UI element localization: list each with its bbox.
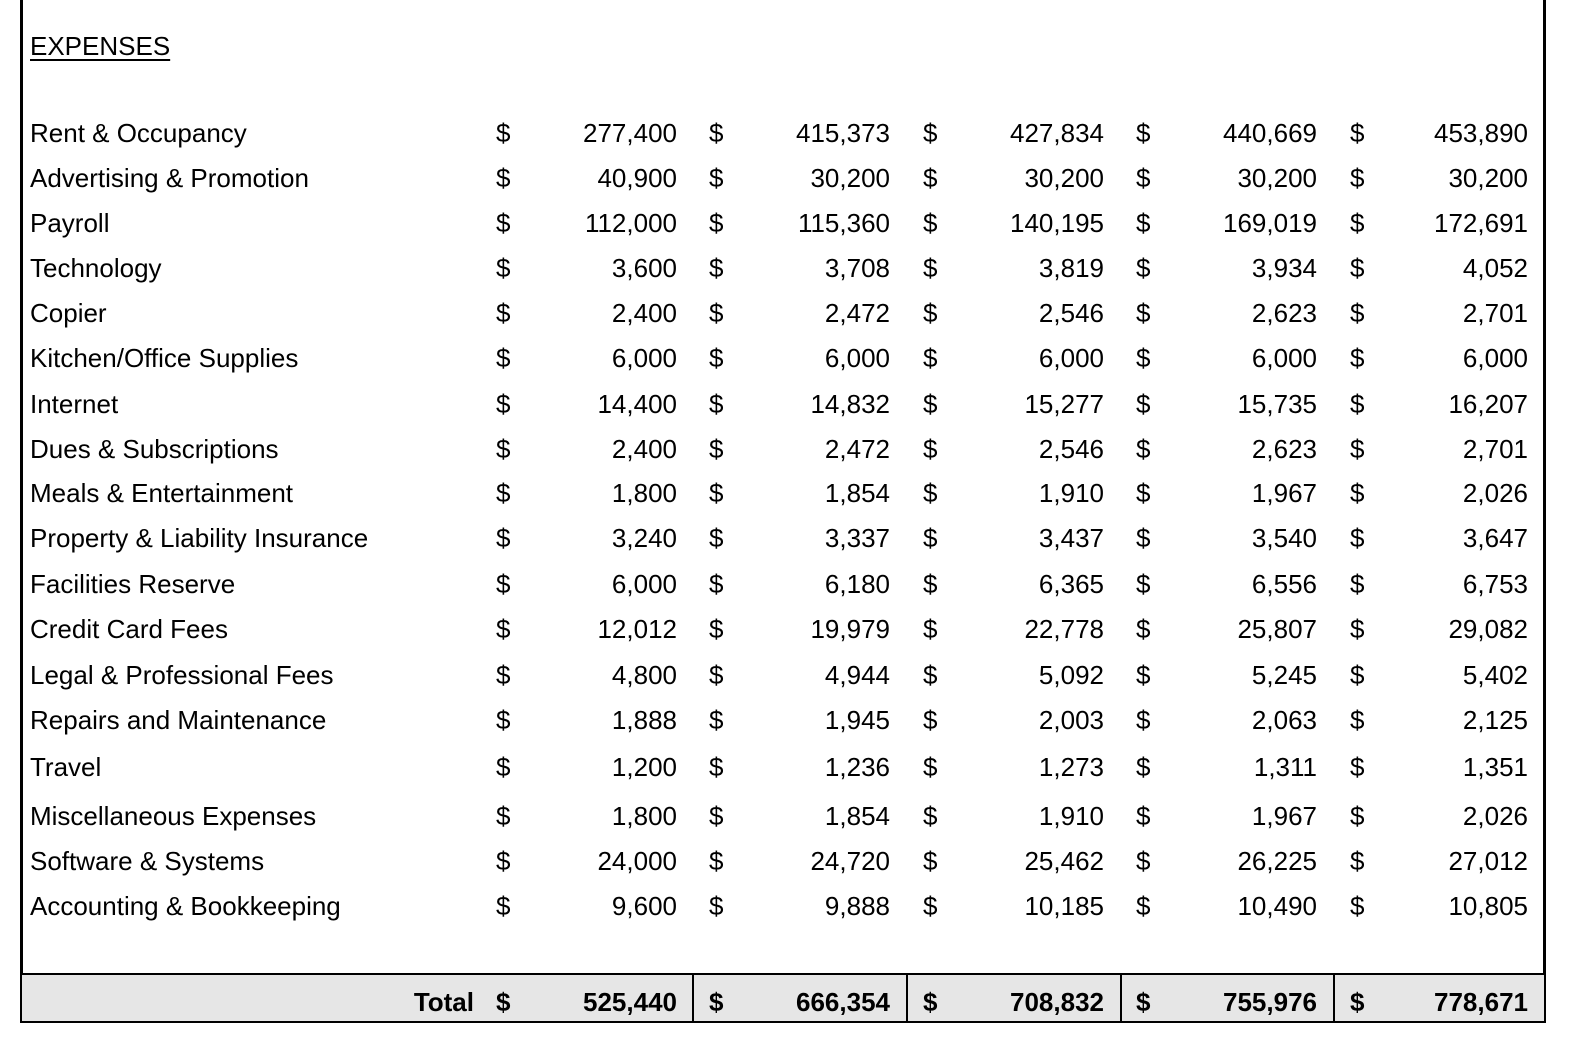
currency-symbol: $ (496, 163, 511, 193)
row-label: Technology (30, 253, 162, 283)
currency-symbol: $ (1350, 846, 1365, 876)
currency-symbol: $ (709, 752, 724, 782)
table-row (0, 800, 1592, 832)
total-value: 525,440 (583, 987, 677, 1017)
expense-value: 6,000 (1462, 343, 1528, 373)
expense-value: 3,934 (1251, 253, 1317, 283)
currency-symbol: $ (923, 389, 938, 419)
currency-symbol: $ (496, 801, 511, 831)
expense-value: 30,200 (1237, 163, 1317, 193)
currency-symbol: $ (496, 389, 511, 419)
expense-value: 9,888 (824, 891, 890, 921)
row-label: Legal & Professional Fees (30, 660, 334, 690)
expense-value: 6,000 (611, 569, 677, 599)
currency-symbol: $ (923, 434, 938, 464)
currency-symbol: $ (923, 478, 938, 508)
expense-value: 6,556 (1251, 569, 1317, 599)
expense-value: 2,400 (611, 298, 677, 328)
expense-value: 6,000 (1251, 343, 1317, 373)
expense-value: 4,800 (611, 660, 677, 690)
expense-value: 40,900 (597, 163, 677, 193)
table-row (0, 704, 1592, 736)
expense-value: 2,026 (1462, 478, 1528, 508)
currency-symbol: $ (923, 569, 938, 599)
expense-value: 1,800 (611, 478, 677, 508)
expense-value: 24,720 (810, 846, 890, 876)
currency-symbol: $ (923, 801, 938, 831)
currency-symbol: $ (1136, 478, 1151, 508)
table-row (0, 568, 1592, 600)
currency-symbol: $ (709, 343, 724, 373)
currency-symbol: $ (496, 891, 511, 921)
expense-value: 25,807 (1237, 614, 1317, 644)
table-row (0, 297, 1592, 329)
expense-value: 16,207 (1448, 389, 1528, 419)
currency-symbol: $ (709, 118, 724, 148)
currency-symbol: $ (709, 208, 724, 238)
expense-value: 15,735 (1237, 389, 1317, 419)
expense-value: 3,240 (611, 523, 677, 553)
expense-value: 2,623 (1251, 434, 1317, 464)
currency-symbol: $ (1350, 434, 1365, 464)
expense-value: 453,890 (1434, 118, 1528, 148)
currency-symbol: $ (1136, 705, 1151, 735)
table-row (0, 388, 1592, 420)
currency-symbol: $ (496, 569, 511, 599)
table-row (0, 207, 1592, 239)
table-row (0, 845, 1592, 877)
currency-symbol: $ (923, 523, 938, 553)
currency-symbol: $ (496, 298, 511, 328)
expense-value: 6,753 (1462, 569, 1528, 599)
total-label: Total (413, 987, 474, 1017)
currency-symbol: $ (496, 118, 511, 148)
table-row (0, 477, 1592, 509)
expense-value: 3,647 (1462, 523, 1528, 553)
expense-value: 6,000 (1038, 343, 1104, 373)
row-label: Facilities Reserve (30, 569, 236, 599)
expense-value: 169,019 (1223, 208, 1317, 238)
expense-value: 140,195 (1010, 208, 1104, 238)
currency-symbol: $ (1350, 752, 1365, 782)
expense-value: 2,701 (1462, 434, 1528, 464)
currency-symbol: $ (923, 343, 938, 373)
currency-symbol: $ (496, 478, 511, 508)
currency-symbol: $ (496, 987, 511, 1017)
row-label: Copier (30, 298, 107, 328)
currency-symbol: $ (1350, 298, 1365, 328)
expense-value: 1,273 (1038, 752, 1104, 782)
currency-symbol: $ (496, 660, 511, 690)
row-label: Travel (30, 752, 102, 782)
currency-symbol: $ (1350, 801, 1365, 831)
expense-value: 440,669 (1223, 118, 1317, 148)
currency-symbol: $ (709, 801, 724, 831)
expense-value: 5,402 (1462, 660, 1528, 690)
table-row (0, 117, 1592, 149)
row-label: Property & Liability Insurance (30, 523, 369, 553)
currency-symbol: $ (1350, 569, 1365, 599)
expense-value: 30,200 (810, 163, 890, 193)
expense-value: 25,462 (1024, 846, 1104, 876)
expense-value: 3,540 (1251, 523, 1317, 553)
expense-value: 2,125 (1462, 705, 1528, 735)
expense-value: 1,854 (824, 801, 890, 831)
expense-value: 1,945 (824, 705, 890, 735)
expense-value: 1,311 (1253, 752, 1317, 782)
expense-value: 3,600 (611, 253, 677, 283)
currency-symbol: $ (709, 614, 724, 644)
currency-symbol: $ (923, 298, 938, 328)
currency-symbol: $ (923, 891, 938, 921)
currency-symbol: $ (1350, 987, 1365, 1017)
total-value: 755,976 (1223, 987, 1317, 1017)
currency-symbol: $ (496, 846, 511, 876)
table-row (0, 522, 1592, 554)
expense-value: 6,000 (824, 343, 890, 373)
expense-value: 6,000 (611, 343, 677, 373)
expense-value: 2,701 (1462, 298, 1528, 328)
expense-value: 15,277 (1024, 389, 1104, 419)
currency-symbol: $ (1350, 389, 1365, 419)
currency-symbol: $ (923, 752, 938, 782)
currency-symbol: $ (1136, 163, 1151, 193)
currency-symbol: $ (496, 523, 511, 553)
expense-value: 30,200 (1024, 163, 1104, 193)
currency-symbol: $ (1136, 752, 1151, 782)
row-label: Internet (30, 389, 119, 419)
currency-symbol: $ (709, 434, 724, 464)
table-row (0, 433, 1592, 465)
currency-symbol: $ (1350, 343, 1365, 373)
currency-symbol: $ (923, 118, 938, 148)
currency-symbol: $ (923, 163, 938, 193)
currency-symbol: $ (1136, 389, 1151, 419)
expense-value: 1,854 (824, 478, 890, 508)
currency-symbol: $ (709, 389, 724, 419)
currency-symbol: $ (1136, 118, 1151, 148)
expense-value: 3,708 (824, 253, 890, 283)
currency-symbol: $ (1350, 891, 1365, 921)
currency-symbol: $ (496, 752, 511, 782)
currency-symbol: $ (923, 208, 938, 238)
expense-value: 4,052 (1462, 253, 1528, 283)
expense-value: 22,778 (1024, 614, 1104, 644)
currency-symbol: $ (1136, 569, 1151, 599)
total-value: 666,354 (796, 987, 890, 1017)
expense-value: 30,200 (1448, 163, 1528, 193)
expense-value: 2,400 (611, 434, 677, 464)
expense-value: 10,805 (1448, 891, 1528, 921)
currency-symbol: $ (496, 705, 511, 735)
currency-symbol: $ (1350, 118, 1365, 148)
currency-symbol: $ (496, 343, 511, 373)
expense-value: 6,365 (1038, 569, 1104, 599)
currency-symbol: $ (1136, 298, 1151, 328)
currency-symbol: $ (1350, 614, 1365, 644)
expense-value: 1,800 (611, 801, 677, 831)
currency-symbol: $ (709, 298, 724, 328)
currency-symbol: $ (1350, 705, 1365, 735)
expense-value: 1,351 (1462, 752, 1528, 782)
expense-value: 427,834 (1010, 118, 1104, 148)
expense-value: 1,967 (1251, 801, 1317, 831)
expense-value: 277,400 (583, 118, 677, 148)
expense-value: 5,092 (1038, 660, 1104, 690)
expense-value: 4,944 (824, 660, 890, 690)
expense-value: 6,180 (824, 569, 890, 599)
table-row (0, 252, 1592, 284)
expense-value: 1,200 (611, 752, 677, 782)
expense-value: 2,003 (1038, 705, 1104, 735)
row-label: Accounting & Bookkeeping (30, 891, 341, 921)
row-label: Payroll (30, 208, 110, 238)
table-row (0, 659, 1592, 691)
total-value: 778,671 (1434, 987, 1528, 1017)
currency-symbol: $ (709, 253, 724, 283)
currency-symbol: $ (496, 434, 511, 464)
table-row (0, 342, 1592, 374)
expense-value: 2,546 (1038, 298, 1104, 328)
expense-value: 1,236 (824, 752, 890, 782)
expense-value: 112,000 (584, 208, 677, 238)
currency-symbol: $ (1136, 208, 1151, 238)
currency-symbol: $ (709, 478, 724, 508)
currency-symbol: $ (709, 705, 724, 735)
expense-value: 27,012 (1448, 846, 1528, 876)
currency-symbol: $ (1136, 253, 1151, 283)
currency-symbol: $ (1136, 801, 1151, 831)
currency-symbol: $ (1136, 891, 1151, 921)
section-title: EXPENSES (30, 31, 171, 61)
row-label: Meals & Entertainment (30, 478, 294, 508)
table-row (0, 890, 1592, 922)
currency-symbol: $ (1350, 253, 1365, 283)
row-label: Repairs and Maintenance (30, 705, 327, 735)
expense-value: 415,373 (796, 118, 890, 148)
currency-symbol: $ (1136, 987, 1151, 1017)
total-row (0, 982, 1592, 1022)
expense-value: 172,691 (1434, 208, 1528, 238)
row-label: Rent & Occupancy (30, 118, 247, 148)
expense-value: 10,185 (1024, 891, 1104, 921)
expense-value: 5,245 (1251, 660, 1317, 690)
currency-symbol: $ (1136, 614, 1151, 644)
expense-value: 115,360 (797, 208, 890, 238)
currency-symbol: $ (709, 523, 724, 553)
row-label: Credit Card Fees (30, 614, 228, 644)
expense-value: 9,600 (611, 891, 677, 921)
currency-symbol: $ (1136, 660, 1151, 690)
table-row (0, 613, 1592, 645)
row-label: Miscellaneous Expenses (30, 801, 317, 831)
currency-symbol: $ (709, 660, 724, 690)
expense-value: 12,012 (597, 614, 677, 644)
currency-symbol: $ (1136, 523, 1151, 553)
currency-symbol: $ (923, 660, 938, 690)
expense-value: 2,063 (1251, 705, 1317, 735)
currency-symbol: $ (709, 163, 724, 193)
expense-value: 2,026 (1462, 801, 1528, 831)
currency-symbol: $ (923, 987, 938, 1017)
expense-value: 1,910 (1038, 801, 1104, 831)
expense-value: 14,832 (810, 389, 890, 419)
currency-symbol: $ (709, 891, 724, 921)
expense-value: 1,967 (1251, 478, 1317, 508)
expense-value: 3,337 (824, 523, 890, 553)
expense-value: 2,623 (1251, 298, 1317, 328)
expense-value: 2,472 (824, 434, 890, 464)
currency-symbol: $ (496, 208, 511, 238)
expense-value: 24,000 (597, 846, 677, 876)
expense-value: 2,472 (824, 298, 890, 328)
row-label: Dues & Subscriptions (30, 434, 279, 464)
row-label: Software & Systems (30, 846, 265, 876)
table-row (0, 162, 1592, 194)
currency-symbol: $ (496, 253, 511, 283)
expense-value: 14,400 (597, 389, 677, 419)
currency-symbol: $ (1136, 846, 1151, 876)
expense-value: 1,910 (1038, 478, 1104, 508)
expense-value: 19,979 (810, 614, 890, 644)
expense-value: 29,082 (1448, 614, 1528, 644)
total-value: 708,832 (1010, 987, 1104, 1017)
currency-symbol: $ (709, 987, 724, 1017)
row-label: Kitchen/Office Supplies (30, 343, 299, 373)
expense-value: 10,490 (1237, 891, 1317, 921)
currency-symbol: $ (1350, 523, 1365, 553)
currency-symbol: $ (923, 253, 938, 283)
currency-symbol: $ (923, 846, 938, 876)
expense-value: 1,888 (611, 705, 677, 735)
expense-value: 2,546 (1038, 434, 1104, 464)
row-label: Advertising & Promotion (30, 163, 309, 193)
currency-symbol: $ (923, 705, 938, 735)
currency-symbol: $ (1350, 660, 1365, 690)
currency-symbol: $ (709, 846, 724, 876)
currency-symbol: $ (923, 614, 938, 644)
currency-symbol: $ (1136, 343, 1151, 373)
currency-symbol: $ (709, 569, 724, 599)
currency-symbol: $ (1136, 434, 1151, 464)
currency-symbol: $ (496, 614, 511, 644)
currency-symbol: $ (1350, 478, 1365, 508)
currency-symbol: $ (1350, 208, 1365, 238)
currency-symbol: $ (1350, 163, 1365, 193)
expense-value: 3,437 (1038, 523, 1104, 553)
expense-value: 26,225 (1237, 846, 1317, 876)
expense-value: 3,819 (1038, 253, 1104, 283)
table-row (0, 751, 1592, 783)
